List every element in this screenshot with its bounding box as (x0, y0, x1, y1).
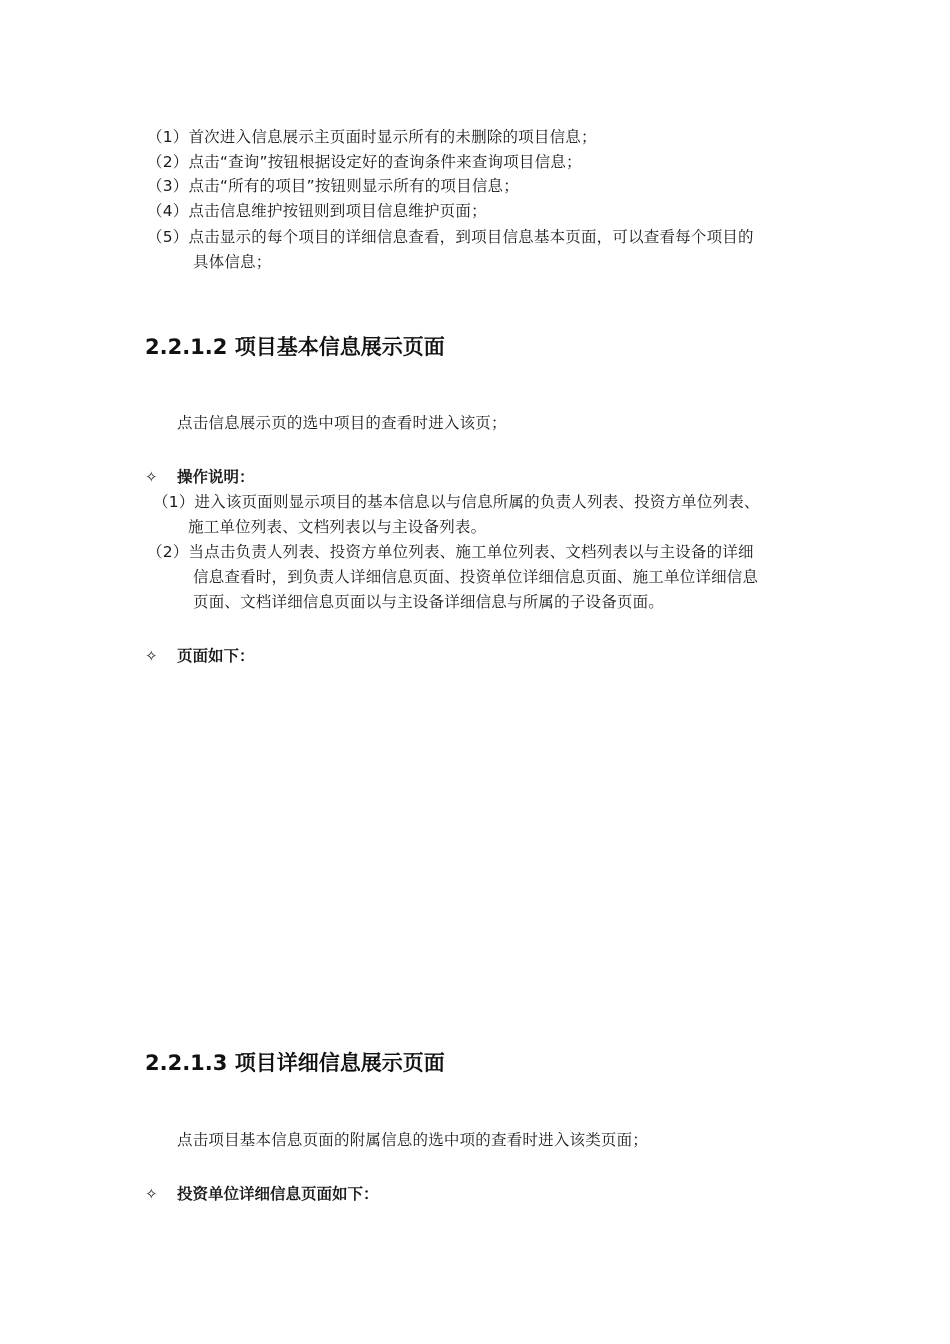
page-label: 页面如下： (177, 647, 255, 665)
ops-line-2: （2）当点击负责人列表、投资方单位列表、施工单位列表、文档列表以与主设备的详细 (147, 543, 754, 561)
ops-line-1: （1）进入该页面则显示项目的基本信息以与信息所属的负责人列表、投资方单位列表、 (153, 493, 760, 511)
section-2213-intro: 点击项目基本信息页面的附属信息的选中项的查看时进入该类页面； (177, 1131, 649, 1149)
diamond-bullet-icon: ✧ (145, 1185, 158, 1203)
ops-line-1-cont: 施工单位列表、文档列表以与主设备列表。 (188, 518, 487, 536)
ops-line-2-cont-a: 信息查看时，到负责人详细信息页面、投资单位详细信息页面、施工单位详细信息 (193, 568, 759, 586)
ops-label: 操作说明： (177, 468, 255, 486)
intro-item-2: （2）点击“查询”按钮根据设定好的查询条件来查询项目信息； (147, 153, 582, 171)
investor-page-label: 投资单位详细信息页面如下： (177, 1185, 379, 1203)
section-heading-2213: 2.2.1.3 项目详细信息展示页面 (145, 1051, 445, 1075)
ops-line-2-cont-b: 页面、文档详细信息页面以与主设备详细信息与所属的子设备页面。 (193, 593, 665, 611)
intro-item-5-cont: 具体信息； (193, 253, 272, 271)
intro-item-5: （5）点击显示的每个项目的详细信息查看，到项目信息基本页面，可以查看每个项目的 (147, 228, 754, 246)
intro-item-4: （4）点击信息维护按钮则到项目信息维护页面； (147, 202, 487, 220)
diamond-bullet-icon: ✧ (145, 468, 158, 486)
intro-item-1: （1）首次进入信息展示主页面时显示所有的未删除的项目信息； (147, 128, 597, 146)
intro-item-3: （3）点击“所有的项目”按钮则显示所有的项目信息； (147, 177, 519, 195)
diamond-bullet-icon: ✧ (145, 647, 158, 665)
section-2212-intro: 点击信息展示页的选中项目的查看时进入该页； (177, 414, 507, 432)
section-heading-2212: 2.2.1.2 项目基本信息展示页面 (145, 335, 445, 359)
